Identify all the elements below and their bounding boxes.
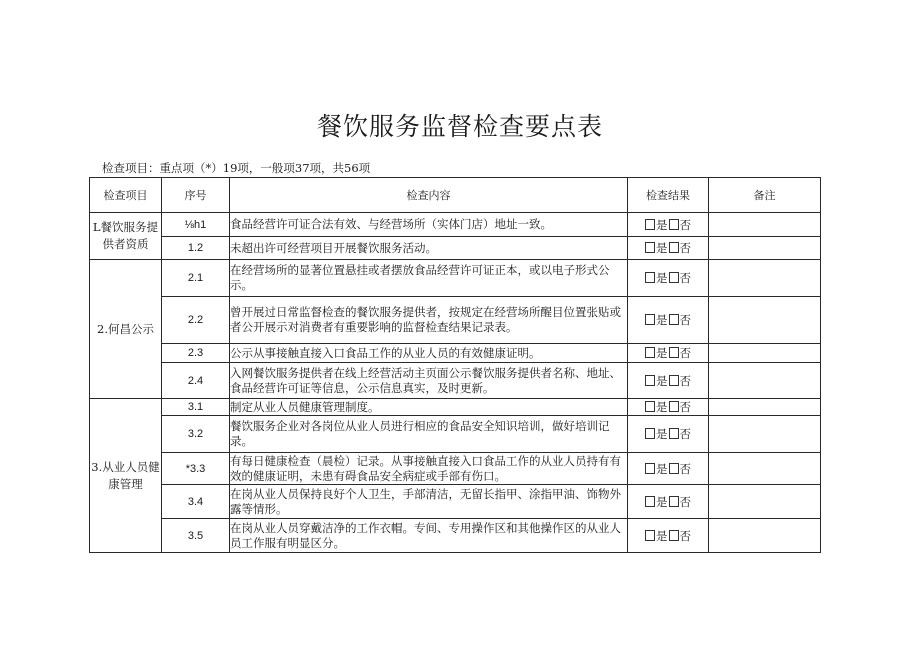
item-content: 曾开展过日常监督检查的餐饮服务提供者，按规定在经营场所醒目位置张贴或者公开展示对消费者有重要影响的监督检查结果记录表。 (230, 297, 628, 344)
remark-cell[interactable] (709, 363, 821, 399)
yes-label: 是 (656, 400, 668, 414)
item-number: 1.2 (162, 237, 230, 260)
yes-checkbox[interactable] (645, 428, 655, 439)
yes-checkbox[interactable] (645, 401, 655, 412)
item-number: 3.5 (162, 519, 230, 553)
remark-cell[interactable] (709, 297, 821, 344)
table-row (90, 344, 821, 363)
no-checkbox[interactable] (669, 347, 679, 358)
no-label: 否 (679, 461, 691, 476)
table-row (90, 485, 821, 519)
item-content: 在经营场所的显著位置悬挂或者摆放食品经营许可证正本，或以电子形式公示。 (230, 260, 628, 297)
yes-checkbox[interactable] (645, 463, 655, 474)
no-checkbox[interactable] (669, 530, 679, 541)
yes-label: 是 (656, 427, 668, 441)
item-content: 有每日健康检查（晨检）记录。从事接触直接入口食品工作的从业人员持有有效的健康证明，未患有碍食品安全病症或手部有伤口。 (230, 453, 628, 485)
item-content: 制定从业人员健康管理制度。 (230, 399, 628, 416)
item-number: 2.3 (162, 344, 230, 363)
item-content: 公示从事接触直接入口食品工作的从业人员的有效健康证明。 (230, 344, 628, 363)
no-label: 否 (679, 313, 691, 327)
remark-cell[interactable] (709, 237, 821, 260)
item-number: 3.2 (162, 416, 230, 453)
yes-checkbox[interactable] (645, 375, 655, 386)
no-label: 否 (679, 528, 691, 543)
remark-cell[interactable] (709, 399, 821, 416)
item-content: 在岗从业人员保持良好个人卫生，手部清洁，无留长指甲、涂指甲油、饰物外露等情形。 (230, 485, 628, 519)
table-row (90, 297, 821, 344)
no-checkbox[interactable] (669, 272, 679, 283)
table-row (90, 399, 821, 416)
no-checkbox[interactable] (669, 314, 679, 325)
remark-cell[interactable] (709, 213, 821, 237)
item-content: 在岗从业人员穿戴洁净的工作衣帽。专间、专用操作区和其他操作区的从业人员工作服有明显区分。 (230, 519, 628, 553)
item-content: 入网餐饮服务提供者在线上经营活动主页面公示餐饮服务提供者名称、地址、食品经营许可证等信息，公示信息真实，及时更新。 (230, 363, 628, 399)
header-number: 序号 (162, 178, 230, 213)
result-cell (628, 416, 709, 453)
remark-cell[interactable] (709, 260, 821, 297)
remark-cell[interactable] (709, 416, 821, 453)
result-cell (628, 519, 709, 553)
no-checkbox[interactable] (669, 463, 679, 474)
remark-cell[interactable] (709, 344, 821, 363)
no-label: 否 (679, 427, 691, 441)
item-content: 食品经营许可证合法有效、与经营场所（实体门店）地址一致。 (230, 213, 628, 237)
yes-checkbox[interactable] (645, 496, 655, 507)
table-row (90, 453, 821, 485)
item-number: 2.4 (162, 363, 230, 399)
item-number: 2.1 (162, 260, 230, 297)
item-number: ⅛h1 (162, 213, 230, 237)
no-label: 否 (679, 346, 691, 360)
yes-checkbox[interactable] (645, 314, 655, 325)
item-number: 3.4 (162, 485, 230, 519)
no-checkbox[interactable] (669, 496, 679, 507)
result-cell (628, 344, 709, 363)
yes-label: 是 (656, 241, 668, 255)
no-checkbox[interactable] (669, 219, 679, 230)
header-remark: 备注 (709, 178, 821, 213)
header-content: 检查内容 (230, 178, 628, 213)
yes-label: 是 (656, 494, 668, 509)
no-label: 否 (679, 373, 691, 388)
yes-checkbox[interactable] (645, 530, 655, 541)
table-row (90, 416, 821, 453)
category-cell: L餐饮服务提供者资质 (90, 213, 162, 260)
remark-cell[interactable] (709, 519, 821, 553)
result-cell (628, 453, 709, 485)
item-content: 未超出许可经营项目开展餐饮服务活动。 (230, 237, 628, 260)
remark-cell[interactable] (709, 485, 821, 519)
yes-label: 是 (656, 271, 668, 285)
header-result: 检查结果 (628, 178, 709, 213)
inspection-summary: 检查项目：重点项（*）19项，一般项37项，共56项 (102, 161, 371, 175)
item-number: *3.3 (162, 453, 230, 485)
table-header-row (90, 178, 821, 213)
result-cell (628, 485, 709, 519)
no-label: 否 (679, 494, 691, 509)
table-row (90, 237, 821, 260)
table-row (90, 519, 821, 553)
no-checkbox[interactable] (669, 242, 679, 253)
result-cell (628, 260, 709, 297)
header-category: 检查项目 (90, 178, 162, 213)
category-cell: 2.何昌公示 (90, 260, 162, 399)
result-cell (628, 297, 709, 344)
no-label: 否 (679, 217, 691, 232)
no-checkbox[interactable] (669, 375, 679, 386)
table-body (90, 213, 821, 553)
table-row (90, 260, 821, 297)
yes-label: 是 (656, 528, 668, 543)
result-cell (628, 213, 709, 237)
item-content: 餐饮服务企业对各岗位从业人员进行相应的食品安全知识培训，做好培训记录。 (230, 416, 628, 453)
no-label: 否 (679, 271, 691, 285)
yes-checkbox[interactable] (645, 272, 655, 283)
result-cell (628, 363, 709, 399)
no-checkbox[interactable] (669, 401, 679, 412)
result-cell (628, 399, 709, 416)
yes-label: 是 (656, 346, 668, 360)
item-number: 3.1 (162, 399, 230, 416)
no-label: 否 (679, 400, 691, 414)
yes-checkbox[interactable] (645, 219, 655, 230)
yes-checkbox[interactable] (645, 242, 655, 253)
yes-label: 是 (656, 461, 668, 476)
no-label: 否 (679, 241, 691, 255)
page-title: 餐饮服务监督检查要点表 (316, 112, 603, 141)
yes-checkbox[interactable] (645, 347, 655, 358)
inspection-table (89, 177, 821, 553)
yes-label: 是 (656, 373, 668, 388)
yes-label: 是 (656, 313, 668, 327)
remark-cell[interactable] (709, 453, 821, 485)
item-number: 2.2 (162, 297, 230, 344)
table-row (90, 363, 821, 399)
no-checkbox[interactable] (669, 428, 679, 439)
yes-label: 是 (656, 217, 668, 232)
result-cell (628, 237, 709, 260)
category-cell: 3.从业人员健康管理 (90, 399, 162, 553)
table-row (90, 213, 821, 237)
